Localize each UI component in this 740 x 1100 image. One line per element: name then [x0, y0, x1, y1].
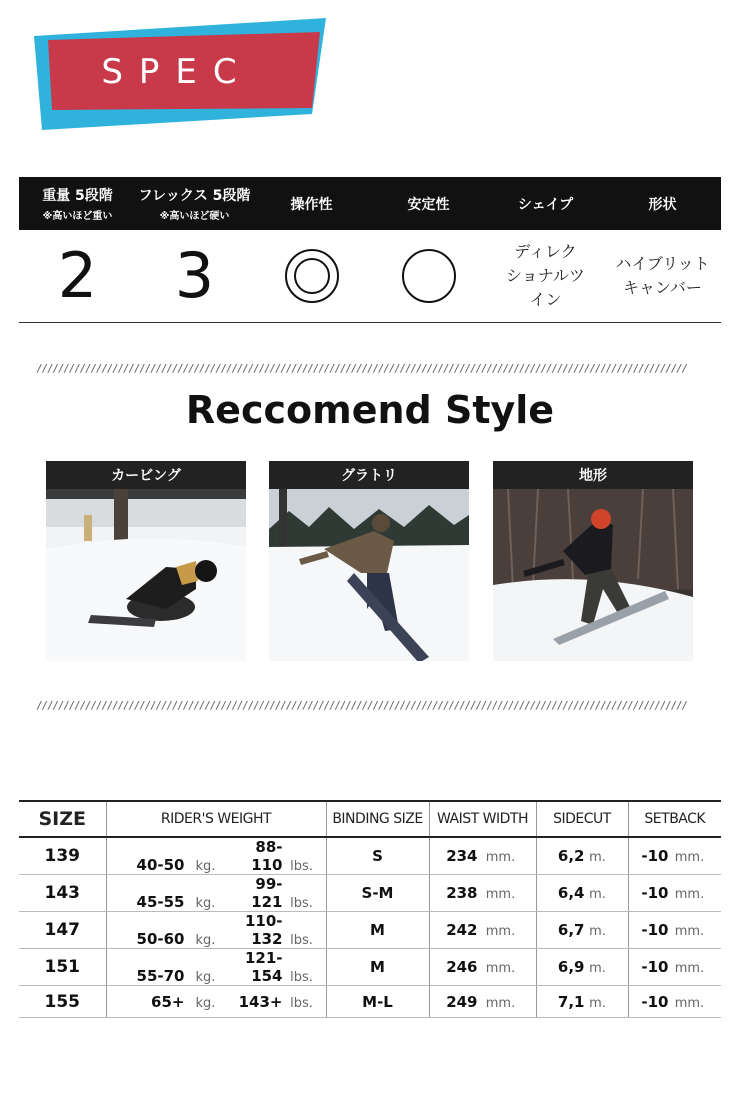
unit-mm: mm.	[674, 887, 705, 902]
unit-m: m.	[589, 924, 606, 939]
table-row	[19, 837, 721, 875]
setback-cell	[628, 986, 721, 1018]
header-size: SIZE	[19, 801, 106, 837]
setback-cell	[628, 837, 721, 875]
header-binding-size: BINDING SIZE	[326, 801, 429, 837]
style-label-terrain: 地形	[493, 461, 693, 489]
waist-width-cell	[429, 837, 536, 875]
style-label-ground-trick: グラトリ	[269, 461, 469, 489]
setback-value: -10	[641, 958, 669, 976]
setback-cell	[628, 875, 721, 912]
weight-lbs: 88-110	[251, 838, 283, 874]
unit-mm: mm.	[674, 850, 705, 865]
weight-lbs: 110-132	[244, 912, 283, 948]
header-rider-weight: RIDER'S WEIGHT	[106, 801, 326, 837]
sidecut-cell	[536, 912, 628, 949]
spec-header-weight: 重量 5段階 ※高いほど重い	[42, 188, 113, 222]
sidecut-cell	[536, 986, 628, 1018]
waist-value: 234	[446, 847, 478, 865]
unit-mm: mm.	[485, 887, 516, 902]
spec-header-stability: 安定性	[407, 196, 450, 213]
unit-mm: mm.	[674, 995, 705, 1011]
banner-title: SPEC	[101, 52, 253, 92]
waist-value: 238	[446, 884, 478, 902]
unit-lbs: lbs.	[290, 933, 313, 948]
table-row	[19, 949, 721, 986]
table-row	[19, 986, 721, 1018]
recommend-style-title: Reccomend Style	[185, 388, 555, 432]
table-row	[19, 875, 721, 912]
unit-mm: mm.	[485, 850, 516, 865]
sidecut-value: 6,4	[557, 884, 585, 902]
setback-value: -10	[641, 992, 669, 1011]
stability-value	[370, 230, 487, 322]
binding-size-cell: M	[326, 949, 429, 986]
weight-kg: 40-50	[136, 856, 185, 874]
setback-value: -10	[641, 847, 669, 865]
table-row	[19, 912, 721, 949]
spec-header-shape: シェイプ	[517, 196, 574, 213]
terrain-photo	[493, 489, 693, 661]
setback-cell	[628, 912, 721, 949]
sidecut-value: 6,9	[557, 958, 585, 976]
size-cell: 139	[19, 837, 106, 875]
weight-lbs: 99-121	[251, 875, 283, 911]
unit-mm: mm.	[674, 961, 705, 976]
waist-width-cell	[429, 949, 536, 986]
binding-size-cell: M	[326, 912, 429, 949]
sidecut-cell	[536, 837, 628, 875]
binding-size-cell: M-L	[326, 986, 429, 1018]
header-setback: SETBACK	[628, 801, 721, 837]
unit-m: m.	[589, 850, 606, 865]
unit-mm: mm.	[485, 961, 516, 976]
setback-cell	[628, 949, 721, 986]
rider-weight-cell	[106, 986, 326, 1018]
sidecut-value: 6,7	[557, 921, 585, 939]
header-sidecut: SIDECUT	[536, 801, 628, 837]
carving-photo	[46, 489, 246, 661]
binding-size-cell: S	[326, 837, 429, 875]
handling-value	[253, 230, 370, 322]
unit-lbs: lbs.	[290, 896, 313, 911]
unit-lbs: lbs.	[290, 995, 313, 1011]
setback-value: -10	[641, 884, 669, 902]
unit-mm: mm.	[674, 924, 705, 939]
flex-value: 3	[174, 239, 215, 312]
sidecut-value: 7,1	[557, 992, 585, 1011]
spec-header-handling: 操作性	[290, 196, 333, 213]
binding-size-cell: S-M	[326, 875, 429, 912]
waist-width-cell	[429, 986, 536, 1018]
double-circle-icon	[282, 246, 342, 306]
rider-weight-cell	[106, 912, 326, 949]
unit-kg: kg.	[195, 859, 216, 874]
rider-weight-cell	[106, 875, 326, 912]
style-card-terrain	[493, 461, 693, 661]
unit-mm: mm.	[485, 924, 516, 939]
spec-table-header	[19, 177, 721, 230]
style-label-carving: カービング	[46, 461, 246, 489]
unit-mm: mm.	[485, 995, 516, 1011]
size-cell: 151	[19, 949, 106, 986]
weight-kg: 55-70	[136, 967, 185, 985]
spec-table-values	[19, 230, 721, 323]
sidecut-cell	[536, 875, 628, 912]
size-cell: 147	[19, 912, 106, 949]
rider-weight-cell	[106, 949, 326, 986]
weight-kg: 45-55	[136, 893, 185, 911]
unit-lbs: lbs.	[290, 970, 313, 985]
rider-weight-cell	[106, 837, 326, 875]
shape-value: ディレク ショナルツ イン	[506, 242, 585, 309]
size-cell: 143	[19, 875, 106, 912]
size-cell: 155	[19, 986, 106, 1018]
sidecut-value: 6,2	[557, 847, 585, 865]
unit-m: m.	[589, 995, 606, 1011]
ground-trick-photo	[269, 489, 469, 661]
divider-top: ////////////////////////////////////////////////////////////////////////////////////////////////////////////////////////	[36, 362, 687, 375]
spec-header-profile: 形状	[648, 196, 677, 213]
waist-value: 246	[446, 958, 478, 976]
unit-kg: kg.	[195, 995, 216, 1011]
style-card-ground-trick	[269, 461, 469, 661]
waist-width-cell	[429, 912, 536, 949]
unit-m: m.	[589, 887, 606, 902]
unit-kg: kg.	[195, 970, 216, 985]
waist-value: 242	[446, 921, 478, 939]
unit-kg: kg.	[195, 933, 216, 948]
spec-header-flex: フレックス 5段階 ※高いほど硬い	[138, 188, 251, 222]
unit-lbs: lbs.	[290, 859, 313, 874]
waist-width-cell	[429, 875, 536, 912]
size-table	[19, 800, 721, 1018]
setback-value: -10	[641, 921, 669, 939]
weight-kg: 65+	[151, 992, 185, 1011]
profile-value: ハイブリット キャンバー	[615, 254, 710, 297]
divider-bottom: ////////////////////////////////////////////////////////////////////////////////////////////////////////////////////////	[36, 699, 687, 712]
waist-value: 249	[446, 992, 478, 1011]
header-waist-width: WAIST WIDTH	[429, 801, 536, 837]
style-card-carving	[46, 461, 246, 661]
weight-lbs: 143+	[238, 992, 283, 1011]
weight-lbs: 121-154	[244, 949, 283, 985]
unit-m: m.	[589, 961, 606, 976]
circle-icon	[399, 246, 459, 306]
weight-value: 2	[57, 239, 98, 312]
unit-kg: kg.	[195, 896, 216, 911]
sidecut-cell	[536, 949, 628, 986]
weight-kg: 50-60	[136, 930, 185, 948]
size-table-header	[19, 801, 721, 837]
